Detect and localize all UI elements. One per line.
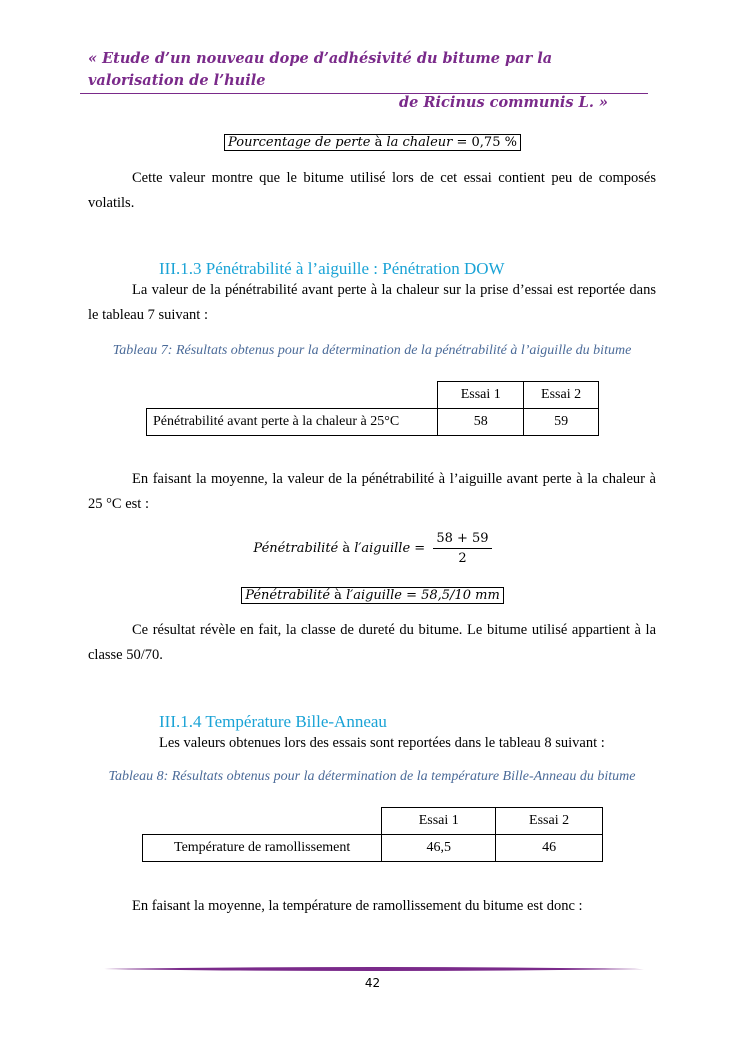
- header-line-1: « Etude d’un nouveau dope d’adhésivité du bitume par la valorisation de l’huile: [88, 50, 553, 89]
- table-header-cell: Essai 1: [438, 382, 524, 409]
- table-row-label: Température de ramollissement: [143, 835, 382, 862]
- table-header-cell: Essai 2: [524, 382, 599, 409]
- section-heading-penetrabilite: III.1.3 Pénétrabilité à l’aiguille : Pénétration DOW: [159, 259, 505, 278]
- header-line-2: de Ricinus communis L. »: [399, 94, 608, 111]
- result-lhs: Pénétrabilité: [245, 588, 331, 603]
- table-7-caption: Tableau 7: Résultats obtenus pour la détermination de la pénétrabilité à l’aiguille du bitume: [112, 343, 632, 358]
- section-heading-bille-anneau: III.1.4 Température Bille-Anneau: [159, 712, 387, 731]
- paragraph-ramollissement-mean: En faisant la moyenne, la température de ramollissement du bitume est donc :: [132, 898, 583, 914]
- formula-loss-lhs: Pourcentage de perte: [228, 135, 371, 150]
- table-row: [147, 382, 599, 409]
- result-penetrabilite-row: [0, 586, 745, 604]
- page-number: 42: [364, 976, 381, 990]
- table-cell: 59: [524, 409, 599, 436]
- paragraph-classe-durete: Ce résultat révèle en fait, la classe de dureté du bitume. Le bitume utilisé appartient à la classe 50/70.: [88, 622, 656, 663]
- paragraph-bille-anneau-intro: Les valeurs obtenues lors des essais sont reportées dans le tableau 8 suivant :: [159, 735, 605, 751]
- fraction-numerator: 58 + 59: [433, 531, 491, 549]
- header-rule: [80, 93, 648, 94]
- paragraph-penetrabilite-mean: En faisant la moyenne, la valeur de la pénétrabilité à l’aiguille avant perte à la chaleur à 25 °C est :: [88, 471, 656, 512]
- table-cell: 58: [438, 409, 524, 436]
- running-header: [88, 48, 608, 114]
- result-rhs: l′aiguille = 58,5/10 mm: [346, 588, 500, 603]
- table-7: [146, 381, 599, 436]
- equation-mid: l′aiguille =: [354, 541, 426, 556]
- formula-loss-rhs: = 0,75 %: [456, 135, 517, 150]
- table-header-cell: Essai 1: [382, 808, 496, 835]
- equation-lhs: Pénétrabilité: [253, 541, 339, 556]
- formula-loss-box: [224, 134, 521, 151]
- footer-rule: [104, 966, 644, 972]
- table-row: [143, 835, 603, 862]
- formula-loss-mid: la chaleur: [386, 135, 453, 150]
- paragraph-penetrabilite-intro: La valeur de la pénétrabilité avant perte à la chaleur sur la prise d’essai est reportée dans le tableau 7 suivant :: [88, 282, 656, 323]
- table-row: [143, 808, 603, 835]
- table-header-cell: Essai 2: [496, 808, 603, 835]
- table-corner: [147, 382, 438, 409]
- table-row-label: Pénétrabilité avant perte à la chaleur à 25°C: [147, 409, 438, 436]
- formula-loss-a: à: [374, 135, 383, 150]
- table-8: [142, 807, 603, 862]
- result-penetrabilite-box: [241, 587, 504, 604]
- table-cell: 46,5: [382, 835, 496, 862]
- equation-penetrabilite-mean: [0, 531, 745, 566]
- equation-fraction: [433, 531, 491, 566]
- equation-a: à: [342, 541, 351, 556]
- table-row: [147, 409, 599, 436]
- result-a: à: [334, 588, 342, 603]
- paragraph-volatils: Cette valeur montre que le bitume utilisé lors de cet essai contient peu de composés volatils.: [88, 170, 656, 211]
- table-cell: 46: [496, 835, 603, 862]
- table-corner: [143, 808, 382, 835]
- table-8-caption: Tableau 8: Résultats obtenus pour la détermination de la température Bille-Anneau du bitume: [108, 769, 636, 784]
- formula-loss-row: [0, 133, 745, 151]
- fraction-denominator: 2: [458, 551, 467, 566]
